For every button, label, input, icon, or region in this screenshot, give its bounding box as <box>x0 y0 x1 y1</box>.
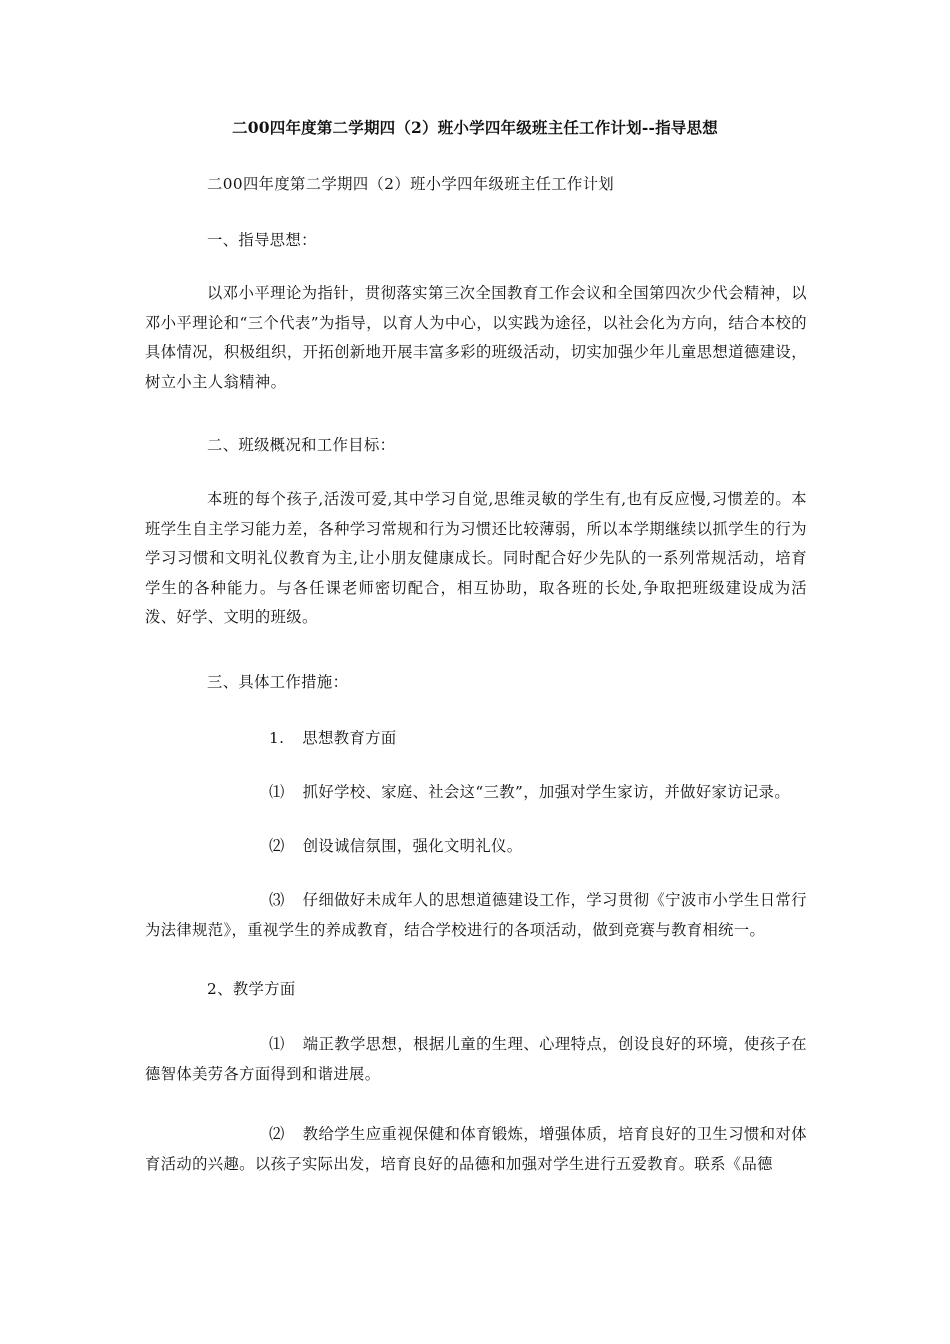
heading-ideological-education <box>145 724 807 754</box>
paragraph-text: 思想教育方面 <box>302 729 397 747</box>
heading-teaching <box>145 975 807 1005</box>
paragraph-text: 2、教学方面 <box>207 980 296 998</box>
paragraph-text: 教给学生应重视保健和体育锻炼，增强体质，培育良好的卫生习惯和对体育活动的兴趣。以孩子实际出发，培育良好的品德和加强对学生进行五爱教育。联系《品德 <box>145 1125 807 1173</box>
item-number: ⑵ <box>269 837 285 855</box>
list-item <box>145 778 807 808</box>
paragraph-text: 二、班级概况和工作目标： <box>207 436 396 454</box>
paragraph-text: 抓好学校、家庭、社会这“三教”，加强对学生家访，并做好家访记录。 <box>302 783 791 801</box>
paragraph-subtitle <box>145 170 807 200</box>
list-item <box>145 1030 807 1089</box>
heading-work-measures <box>145 668 807 698</box>
item-number: ⑵ <box>269 1125 285 1143</box>
item-number: ⑴ <box>269 783 285 801</box>
paragraph-text: 三、具体工作措施： <box>207 673 349 691</box>
item-number: ⑴ <box>269 1035 285 1053</box>
item-number: ⑶ <box>269 891 285 909</box>
list-item <box>145 886 807 945</box>
paragraph-text: 创设诚信氛围，强化文明礼仪。 <box>302 837 523 855</box>
list-item <box>145 832 807 862</box>
heading-class-overview <box>145 431 807 461</box>
paragraph-text: 端正教学思想，根据儿童的生理、心理特点，创设良好的环境，使孩子在德智体美劳各方面得到和谐进展。 <box>145 1035 807 1083</box>
document-title: 二00四年度第二学期四（2）班小学四年级班主任工作计划--指导思想 <box>232 118 718 137</box>
paragraph-text: 二00四年度第二学期四（2）班小学四年级班主任工作计划 <box>207 175 615 193</box>
list-item <box>145 1120 807 1179</box>
heading-guiding-thought <box>145 226 807 256</box>
paragraph-guiding-thought <box>145 279 807 397</box>
paragraph-text: 仔细做好未成年人的思想道德建设工作，学习贯彻《宁波市小学生日常行为法律规范》，重视学生的养成教育，结合学校进行的各项活动，做到竞赛与教育相统一。 <box>145 891 807 939</box>
paragraph-text: 以邓小平理论为指针，贯彻落实第三次全国教育工作会议和全国第四次少代会精神，以邓小平理论和“三个代表”为指导，以育人为中心，以实践为途径，以社会化为方向，结合本校的具体情况，积极组织，开拓创新地开展丰富多彩的班级活动，切实加强少年儿童思想道德建设，树立小主人翁精神。 <box>145 284 807 391</box>
paragraph-text: 一、指导思想： <box>207 231 317 249</box>
paragraph-class-overview <box>145 485 807 633</box>
paragraph-text: 本班的每个孩子,活泼可爱,其中学习自觉,思维灵敏的学生有,也有反应慢,习惯差的。本班学生自主学习能力差，各种学习常规和行为习惯还比较薄弱，所以本学期继续以抓学生的行为学习习惯和文明礼仪教育为主,让小朋友健康成长。同时配合好少先队的一系列常规活动，培育学生的各种能力。与各任课老师密切配合，相互协助，取各班的长处,争取把班级建设成为活泼、好学、文明的班级。 <box>145 490 807 626</box>
item-number: 1. <box>269 729 285 747</box>
